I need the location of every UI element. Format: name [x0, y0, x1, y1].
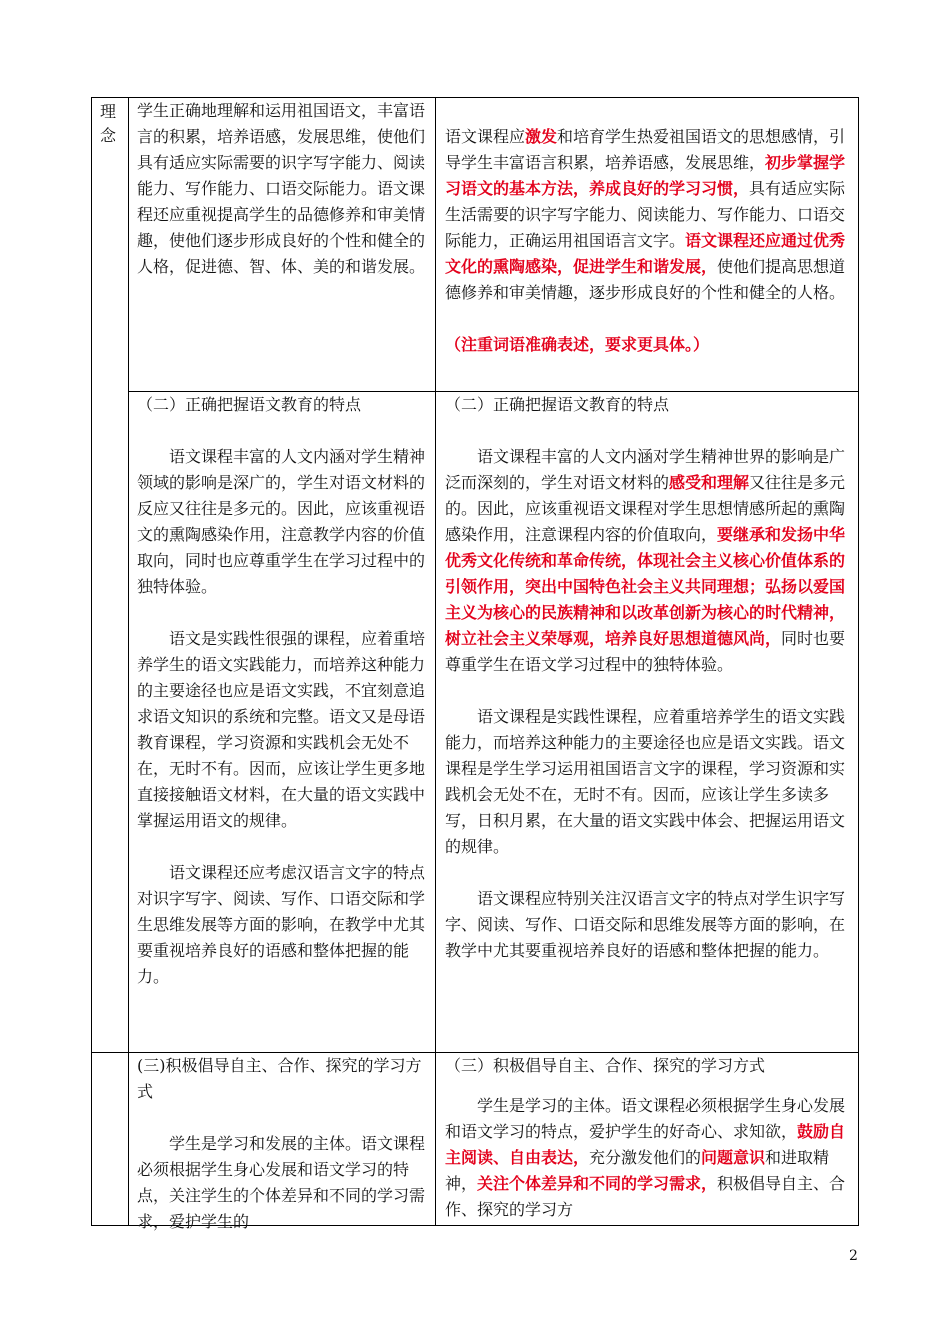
text-run: 和进取精神， — [445, 1148, 830, 1193]
right-cell-learning-mode — [436, 1053, 858, 1223]
left-section3-title: (三)积极倡导自主、合作、探究的学习方式 — [137, 1056, 422, 1101]
right-section3-paragraph — [445, 1093, 851, 1223]
text-run: 又往往是多元的。因此，应该重视语文课程对学生思想情感所起的熏陶感染作用，注意课程内容的价值取向， — [445, 473, 846, 544]
text-run: 具有适应实际生活需要的识字写字能力、阅读能力、写作能力、口语交际能力，正确运用祖国语言文字。 — [445, 179, 846, 250]
text-run: 和培育学生热爱祖国语文的思想感情，引导学生丰富语言积累，培养语感，发展思维， — [445, 127, 846, 172]
revision-note: （注重词语准确表述，要求更具体。） — [445, 335, 710, 354]
page-number: 2 — [849, 1248, 858, 1264]
left-concept-text: 学生正确地理解和运用祖国语文，丰富语言的积累，培养语感，发展思维，使他们具有适应实际需要的识字写字能力、阅读能力、写作能力、口语交际能力。语文课程还应重视提高学生的品德修养和审美情趣，使他们逐步形成良好的个性和健全的人格，促进德、智、体、美的和谐发展。 — [137, 101, 426, 276]
right-cell-concept — [436, 124, 858, 358]
text-run: 使他们提高思想道德修养和审美情趣，逐步形成良好的个性和健全的人格。 — [445, 257, 846, 302]
right-concept-text — [445, 124, 851, 306]
text-run: 语文课程应特别关注汉语言文字的特点对学生识字写字、阅读、写作、口语交际和思维发展等方面的影响，在教学中尤其要重视培养良好的语感和整体把握的能力。 — [445, 889, 846, 960]
highlighted-text: 鼓励自主阅读、自由表达， — [445, 1122, 846, 1167]
right-section-title: （二）正确把握语文教育的特点 — [445, 395, 670, 414]
highlighted-text: 要继承和发扬中华优秀文化传统和革命传统，体现社会主义核心价值体系的引领作用，突出中国特色社会主义共同理想；弘扬以爱国主义为核心的民族精神和以改革创新为核心的时代精神，树立社会主义荣辱观，培养良好思想道德风尚， — [445, 525, 846, 648]
right-section3-title: （三）积极倡导自主、合作、探究的学习方式 — [445, 1056, 766, 1075]
left-cell-concept — [129, 98, 435, 280]
text-run: 语文课程应 — [445, 127, 526, 146]
right-cell-characteristics — [436, 392, 858, 964]
left-cell-learning-mode — [129, 1053, 435, 1235]
highlighted-text: 感受和理解 — [669, 473, 750, 492]
left-paragraph-2: 语文是实践性很强的课程，应着重培养学生的语文实践能力，而培养这种能力的主要途径也应是语文实践，不宜刻意追求语文知识的系统和完整。语文又是母语教育课程，学习资源和实践机会无处不在，无时不有。因而，应该让学生更多地直接接触语文材料，在大量的语文实践中掌握运用语文的规律。 — [137, 629, 426, 830]
right-paragraph-1 — [445, 444, 851, 678]
left-paragraph-3: 语文课程还应考虑汉语言文字的特点对识字写字、阅读、写作、口语交际和学生思维发展等方面的影响，在教学中尤其要重视培养良好的语感和整体把握的能力。 — [137, 863, 426, 986]
highlighted-text: 初步掌握学习语文的基本方法，养成良好的学习习惯， — [445, 153, 846, 198]
left-section3-paragraph: 学生是学习和发展的主体。语文课程必须根据学生身心发展和语文学习的特点，关注学生的个体差异和不同的学习需求，爱护学生的 — [137, 1134, 426, 1231]
left-paragraph-1: 语文课程丰富的人文内涵对学生精神领域的影响是深广的，学生对语文材料的反应又往往是多元的。因此，应该重视语文的熏陶感染作用，注意教学内容的价值取向，同时也应尊重学生在学习过程中的独特体验。 — [137, 447, 426, 596]
text-run: 学生是学习的主体。语文课程必须根据学生身心发展和语文学习的特点，爱护学生的好奇心、求知欲， — [445, 1096, 846, 1141]
highlighted-text: 问题意识 — [701, 1148, 766, 1167]
highlighted-text: 激发 — [525, 127, 558, 146]
text-run: 积极倡导自主、合作、探究的学习方 — [445, 1174, 846, 1219]
text-run: 充分激发他们的 — [589, 1148, 702, 1167]
comparison-table — [91, 97, 859, 1231]
right-paragraph-3 — [445, 886, 851, 964]
highlighted-text: 关注个体差异和不同的学习需求， — [477, 1174, 718, 1193]
text-run: 语文课程是实践性课程，应着重培养学生的语文实践能力，而培养这种能力的主要途径也应是语文实践。语文课程是学生学习运用祖国语言文字的课程，学习资源和实践机会无处不在，无时不有。因而，应该让学生多读多写，日积月累，在大量的语文实践中体会、把握运用语文的规律。 — [445, 707, 846, 856]
row-label-concept: 理念 — [100, 102, 117, 145]
right-paragraph-2 — [445, 704, 851, 860]
left-section-title: （二）正确把握语文教育的特点 — [137, 395, 362, 414]
highlighted-text: 语文课程还应通过优秀文化的熏陶感染，促进学生和谐发展， — [445, 231, 846, 276]
left-cell-characteristics — [129, 392, 435, 990]
text-run: 同时也要尊重学生在语文学习过程中的独特体验。 — [445, 629, 846, 674]
text-run: 语文课程丰富的人文内涵对学生精神世界的影响是广泛而深刻的，学生对语文材料的 — [445, 447, 846, 492]
